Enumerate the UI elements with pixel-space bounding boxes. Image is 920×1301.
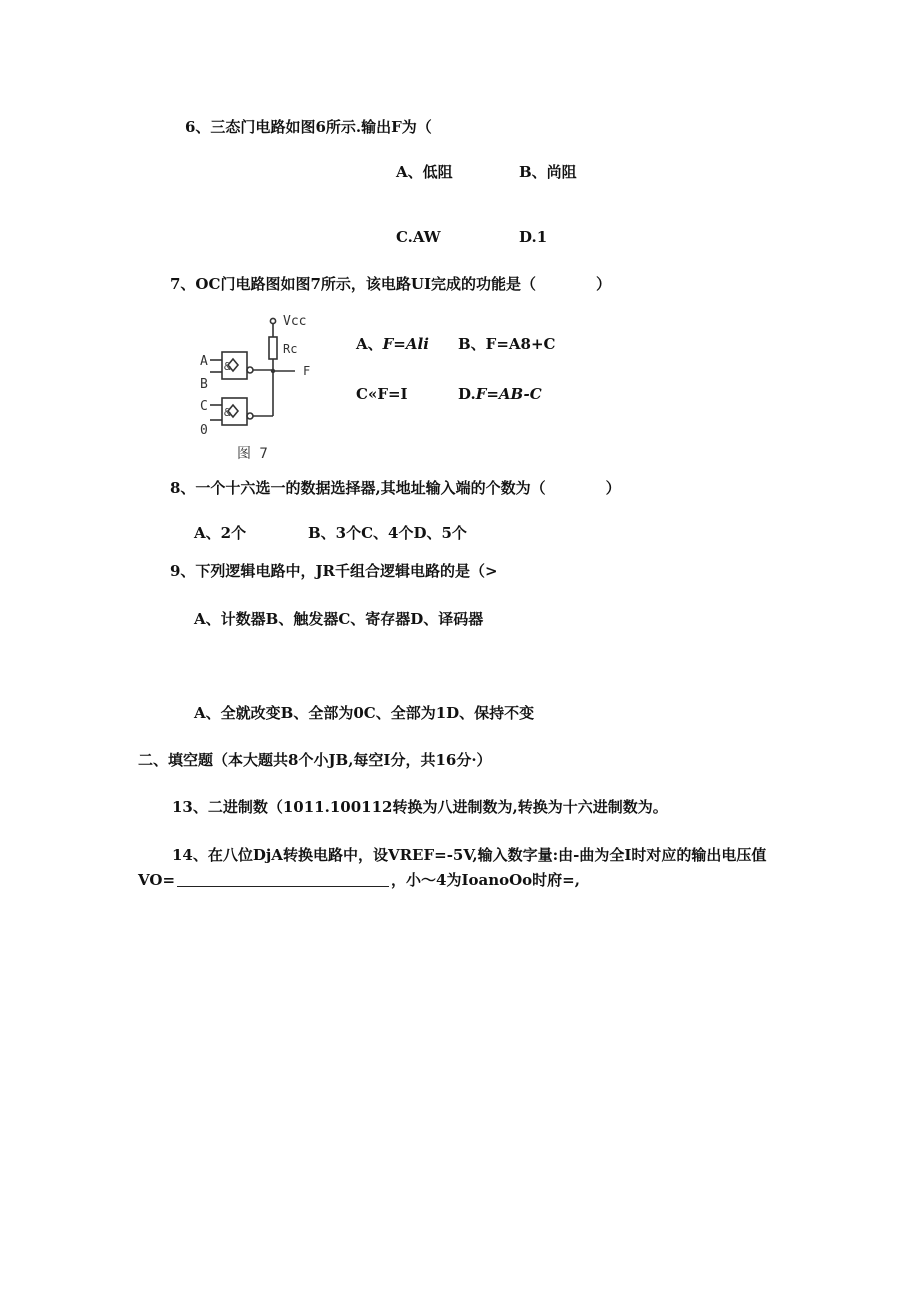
q14-line2 xyxy=(138,870,580,890)
q7-option-d xyxy=(458,384,542,404)
q7-option-b: B、F=A8+C xyxy=(458,335,556,353)
gate2-and-symbol: & xyxy=(224,406,231,419)
gate1-and-symbol: & xyxy=(224,360,231,373)
q7-option-a xyxy=(356,334,429,354)
figure-caption: 图 7 xyxy=(237,446,268,462)
q6-option-a: A、低阻 xyxy=(396,163,453,181)
input-d-label: 0 xyxy=(200,423,208,438)
q8-options-rest: B、3个C、4个D、5个 xyxy=(308,524,467,542)
q6-option-b: B、尚阻 xyxy=(519,163,577,181)
input-c-label: C xyxy=(200,399,208,414)
q6-option-d: D.1 xyxy=(519,228,548,246)
q7-option-c: C«F=I xyxy=(356,385,408,403)
rc-label: Rc xyxy=(283,342,298,356)
q9-options: A、计数器B、触发器C、寄存器D、译码器 xyxy=(194,610,484,628)
q9-stem: 9、下列逻辑电路中，JR千组合逻辑电路的是（> xyxy=(170,562,498,580)
q7-option-a-label: A、 xyxy=(356,335,383,353)
q6-stem: 6、三态门电路如图6所示.输出F为（ xyxy=(185,118,432,136)
q10-options: A、全就改变B、全部为0C、全部为1D、保持不变 xyxy=(194,704,535,722)
q14-line1: 14、在八位DjA转换电路中，设VREF=-5V,输入数字量:由-曲为全I时对应的输出电压值 xyxy=(172,846,767,864)
q8-option-a: A、2个 xyxy=(194,524,247,542)
vcc-label: Vcc xyxy=(283,314,307,329)
q14-line2-tail: ，小〜4为IoanoOo时府=, xyxy=(391,871,580,889)
input-a-label: A xyxy=(200,354,208,369)
q13-text: 13、二进制数（1011.100112转换为八进制数为,转换为十六进制数为。 xyxy=(172,798,668,816)
q8-stem: 8、一个十六选一的数据选择器,其地址输入端的个数为（ ） xyxy=(170,479,621,497)
oc-gate-circuit-figure xyxy=(195,312,345,464)
q14-vo-label: VO= xyxy=(138,871,176,889)
q7-option-d-expr: F=AB-C xyxy=(475,385,542,403)
q7-option-a-expr: F=Ali xyxy=(382,335,429,353)
q14-answer-blank[interactable] xyxy=(177,871,389,887)
output-f-label: F xyxy=(303,364,311,378)
q7-stem: 7、OC门电路图如图7所示，该电路UI完成的功能是（ ） xyxy=(170,275,611,293)
q6-option-c: C.AW xyxy=(396,228,441,246)
q7-option-d-label: D. xyxy=(458,385,476,403)
input-b-label: B xyxy=(200,377,208,392)
section2-title: 二、填空题（本大题共8个小JB,每空I分，共16分·） xyxy=(138,751,492,769)
